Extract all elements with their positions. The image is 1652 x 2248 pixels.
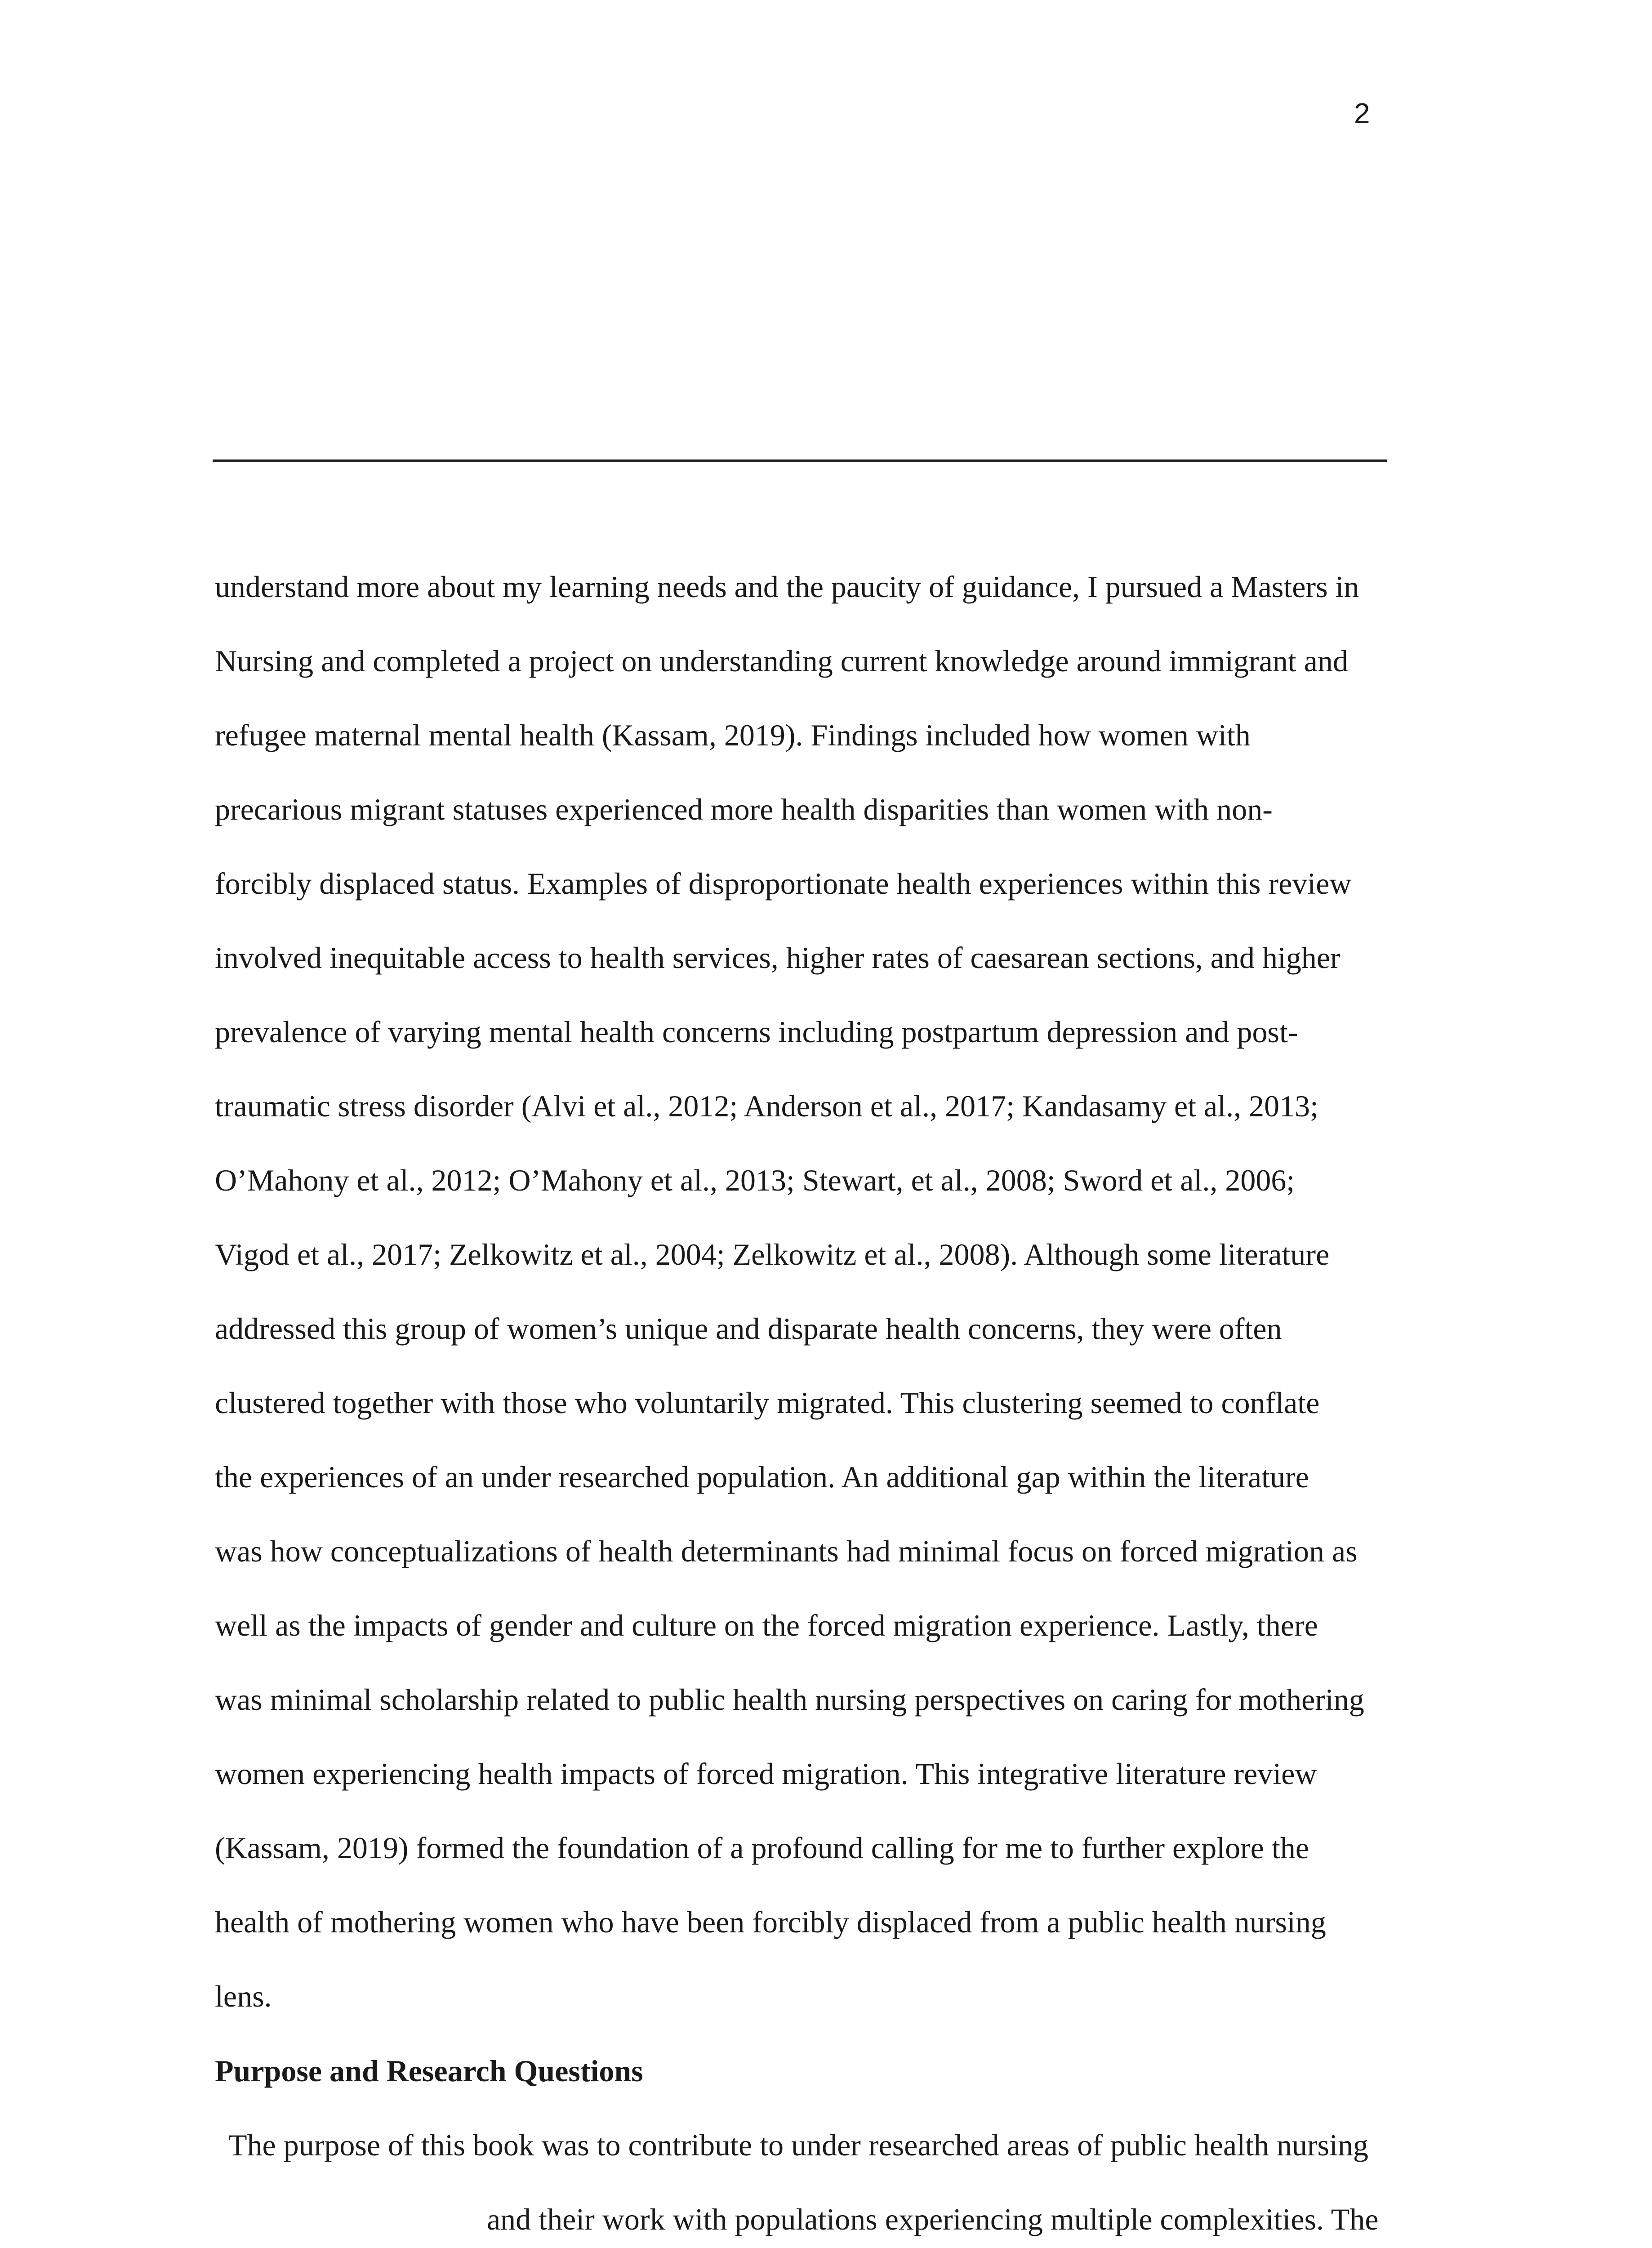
paragraph-line: women experiencing health impacts of forced migration. This integrative literature review (215, 1757, 1317, 1791)
paragraph-line: prevalence of varying mental health concerns including postpartum depression and post- (215, 1015, 1298, 1049)
paragraph-line: O’Mahony et al., 2012; O’Mahony et al., 2013; Stewart, et al., 2008; Sword et al., 2006; (215, 1163, 1295, 1197)
paragraph-line: The purpose of this book was to contribute to under researched areas of public health nursing (228, 2128, 1369, 2162)
paragraph-line: well as the impacts of gender and culture on the forced migration experience. Lastly, there (215, 1608, 1318, 1642)
section-heading: Purpose and Research Questions (215, 2054, 643, 2088)
paragraph-line: Vigod et al., 2017; Zelkowitz et al., 2004; Zelkowitz et al., 2008). Although some literature (215, 1237, 1330, 1271)
paragraph-line: clustered together with those who voluntarily migrated. This clustering seemed to conflate (215, 1386, 1320, 1420)
paragraph-line: lens. (215, 1979, 272, 2013)
paragraph-line: understand more about my learning needs and the paucity of guidance, I pursued a Masters in (215, 570, 1359, 604)
paragraph-line: (Kassam, 2019) formed the foundation of a profound calling for me to further explore the (215, 1831, 1309, 1865)
paragraph-line: the experiences of an under researched population. An additional gap within the literature (215, 1460, 1309, 1494)
paragraph-line: precarious migrant statuses experienced more health disparities than women with non- (215, 792, 1273, 826)
paragraph-line: refugee maternal mental health (Kassam, 2019). Findings included how women with (215, 718, 1251, 752)
paragraph-line: was minimal scholarship related to public health nursing perspectives on caring for mothering (215, 1682, 1364, 1717)
paragraph-line: and their work with populations experiencing multiple complexities. The (487, 2202, 1379, 2236)
paragraph-line: was how conceptualizations of health determinants had minimal focus on forced migration as (215, 1534, 1358, 1568)
paragraph-line: involved inequitable access to health services, higher rates of caesarean sections, and higher (215, 941, 1340, 975)
paragraph-line: addressed this group of women’s unique and disparate health concerns, they were often (215, 1311, 1282, 1346)
header-divider (213, 459, 1387, 462)
paragraph-line: traumatic stress disorder (Alvi et al., 2012; Anderson et al., 2017; Kandasamy et al., 2013; (215, 1089, 1319, 1123)
paragraph-line: Nursing and completed a project on understanding current knowledge around immigrant and (215, 644, 1348, 678)
paragraph-line: health of mothering women who have been forcibly displaced from a public health nursing (215, 1905, 1326, 1939)
paragraph-line: forcibly displaced status. Examples of disproportionate health experiences within this review (215, 866, 1352, 901)
page-number: 2 (1354, 97, 1370, 129)
